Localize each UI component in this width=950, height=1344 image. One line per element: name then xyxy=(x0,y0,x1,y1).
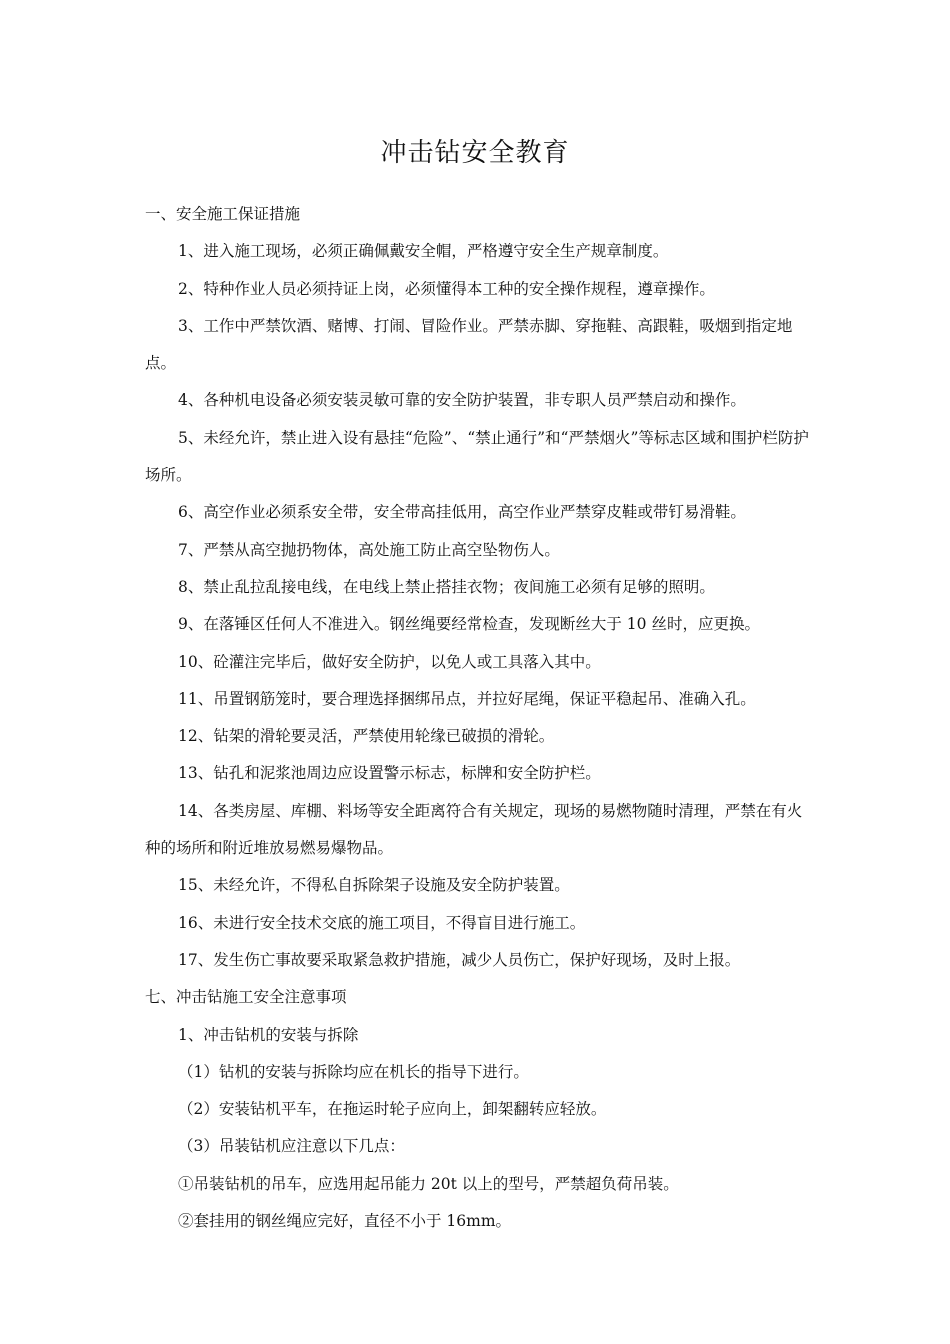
list-item: 15、未经允许，不得私自拆除架子设施及安全防护装置。 xyxy=(178,876,570,895)
list-item: （1）钻机的安装与拆除均应在机长的指导下进行。 xyxy=(178,1062,529,1081)
list-item: 14、各类房屋、库棚、料场等安全距离符合有关规定，现场的易燃物随时清理，严禁在有火种的场所和附近堆放易燃易爆物品。 xyxy=(145,801,803,858)
list-item: 10、砼灌注完毕后，做好安全防护，以免人或工具落入其中。 xyxy=(178,652,601,671)
list-item: 13、钻孔和泥浆池周边应设置警示标志，标牌和安全防护栏。 xyxy=(178,764,601,783)
section-heading: 一、安全施工保证措施 xyxy=(145,205,301,223)
list-item: 16、未进行安全技术交底的施工项目，不得盲目进行施工。 xyxy=(178,913,586,932)
list-item: 12、钻架的滑轮要灵活，严禁使用轮缘已破损的滑轮。 xyxy=(178,727,555,746)
list-item: 7、严禁从高空抛扔物体，高处施工防止高空坠物伤人。 xyxy=(178,540,560,559)
list-item: 6、高空作业必须系安全带，安全带高挂低用，高空作业严禁穿皮鞋或带钉易滑鞋。 xyxy=(178,503,746,522)
document-title: 冲击钻安全教育 xyxy=(380,138,570,168)
list-item: 5、未经允许，禁止进入设有悬挂“危险”、“禁止通行”和“严禁烟火”等标志区域和围护栏防护场所。 xyxy=(145,428,809,485)
list-item: 2、特种作业人员必须持证上岗，必须懂得本工种的安全操作规程，遵章操作。 xyxy=(178,279,715,298)
list-item: 3、工作中严禁饮酒、赌博、打闹、冒险作业。严禁赤脚、穿拖鞋、高跟鞋，吸烟到指定地点。 xyxy=(145,316,793,373)
list-item: ①吊装钻机的吊车，应选用起吊能力 20t 以上的型号，严禁超负荷吊装。 xyxy=(178,1174,679,1193)
sub-heading: 1、冲击钻机的安装与拆除 xyxy=(178,1025,359,1044)
list-item: 8、禁止乱拉乱接电线，在电线上禁止搭挂衣物；夜间施工必须有足够的照明。 xyxy=(178,577,715,596)
list-item: ②套挂用的钢丝绳应完好，直径不小于 16mm。 xyxy=(178,1212,512,1231)
list-item: 4、各种机电设备必须安装灵敏可靠的安全防护装置，非专职人员严禁启动和操作。 xyxy=(178,391,746,410)
list-item: 17、发生伤亡事故要采取紧急救护措施，减少人员伤亡，保护好现场，及时上报。 xyxy=(178,950,741,969)
list-item: （3）吊装钻机应注意以下几点： xyxy=(178,1137,405,1156)
list-item: 9、在落锤区任何人不准进入。钢丝绳要经常检查，发现断丝大于 10 丝时，应更换。 xyxy=(178,615,760,634)
list-item: （2）安装钻机平车，在拖运时轮子应向上，卸架翻转应轻放。 xyxy=(178,1100,607,1119)
section-heading: 七、冲击钻施工安全注意事项 xyxy=(145,988,347,1007)
document-body xyxy=(145,196,810,1240)
list-item: 11、吊置钢筋笼时，要合理选择捆绑吊点，并拉好尾绳，保证平稳起吊、准确入孔。 xyxy=(178,689,756,708)
list-item: 1、进入施工现场，必须正确佩戴安全帽，严格遵守安全生产规章制度。 xyxy=(178,242,669,261)
